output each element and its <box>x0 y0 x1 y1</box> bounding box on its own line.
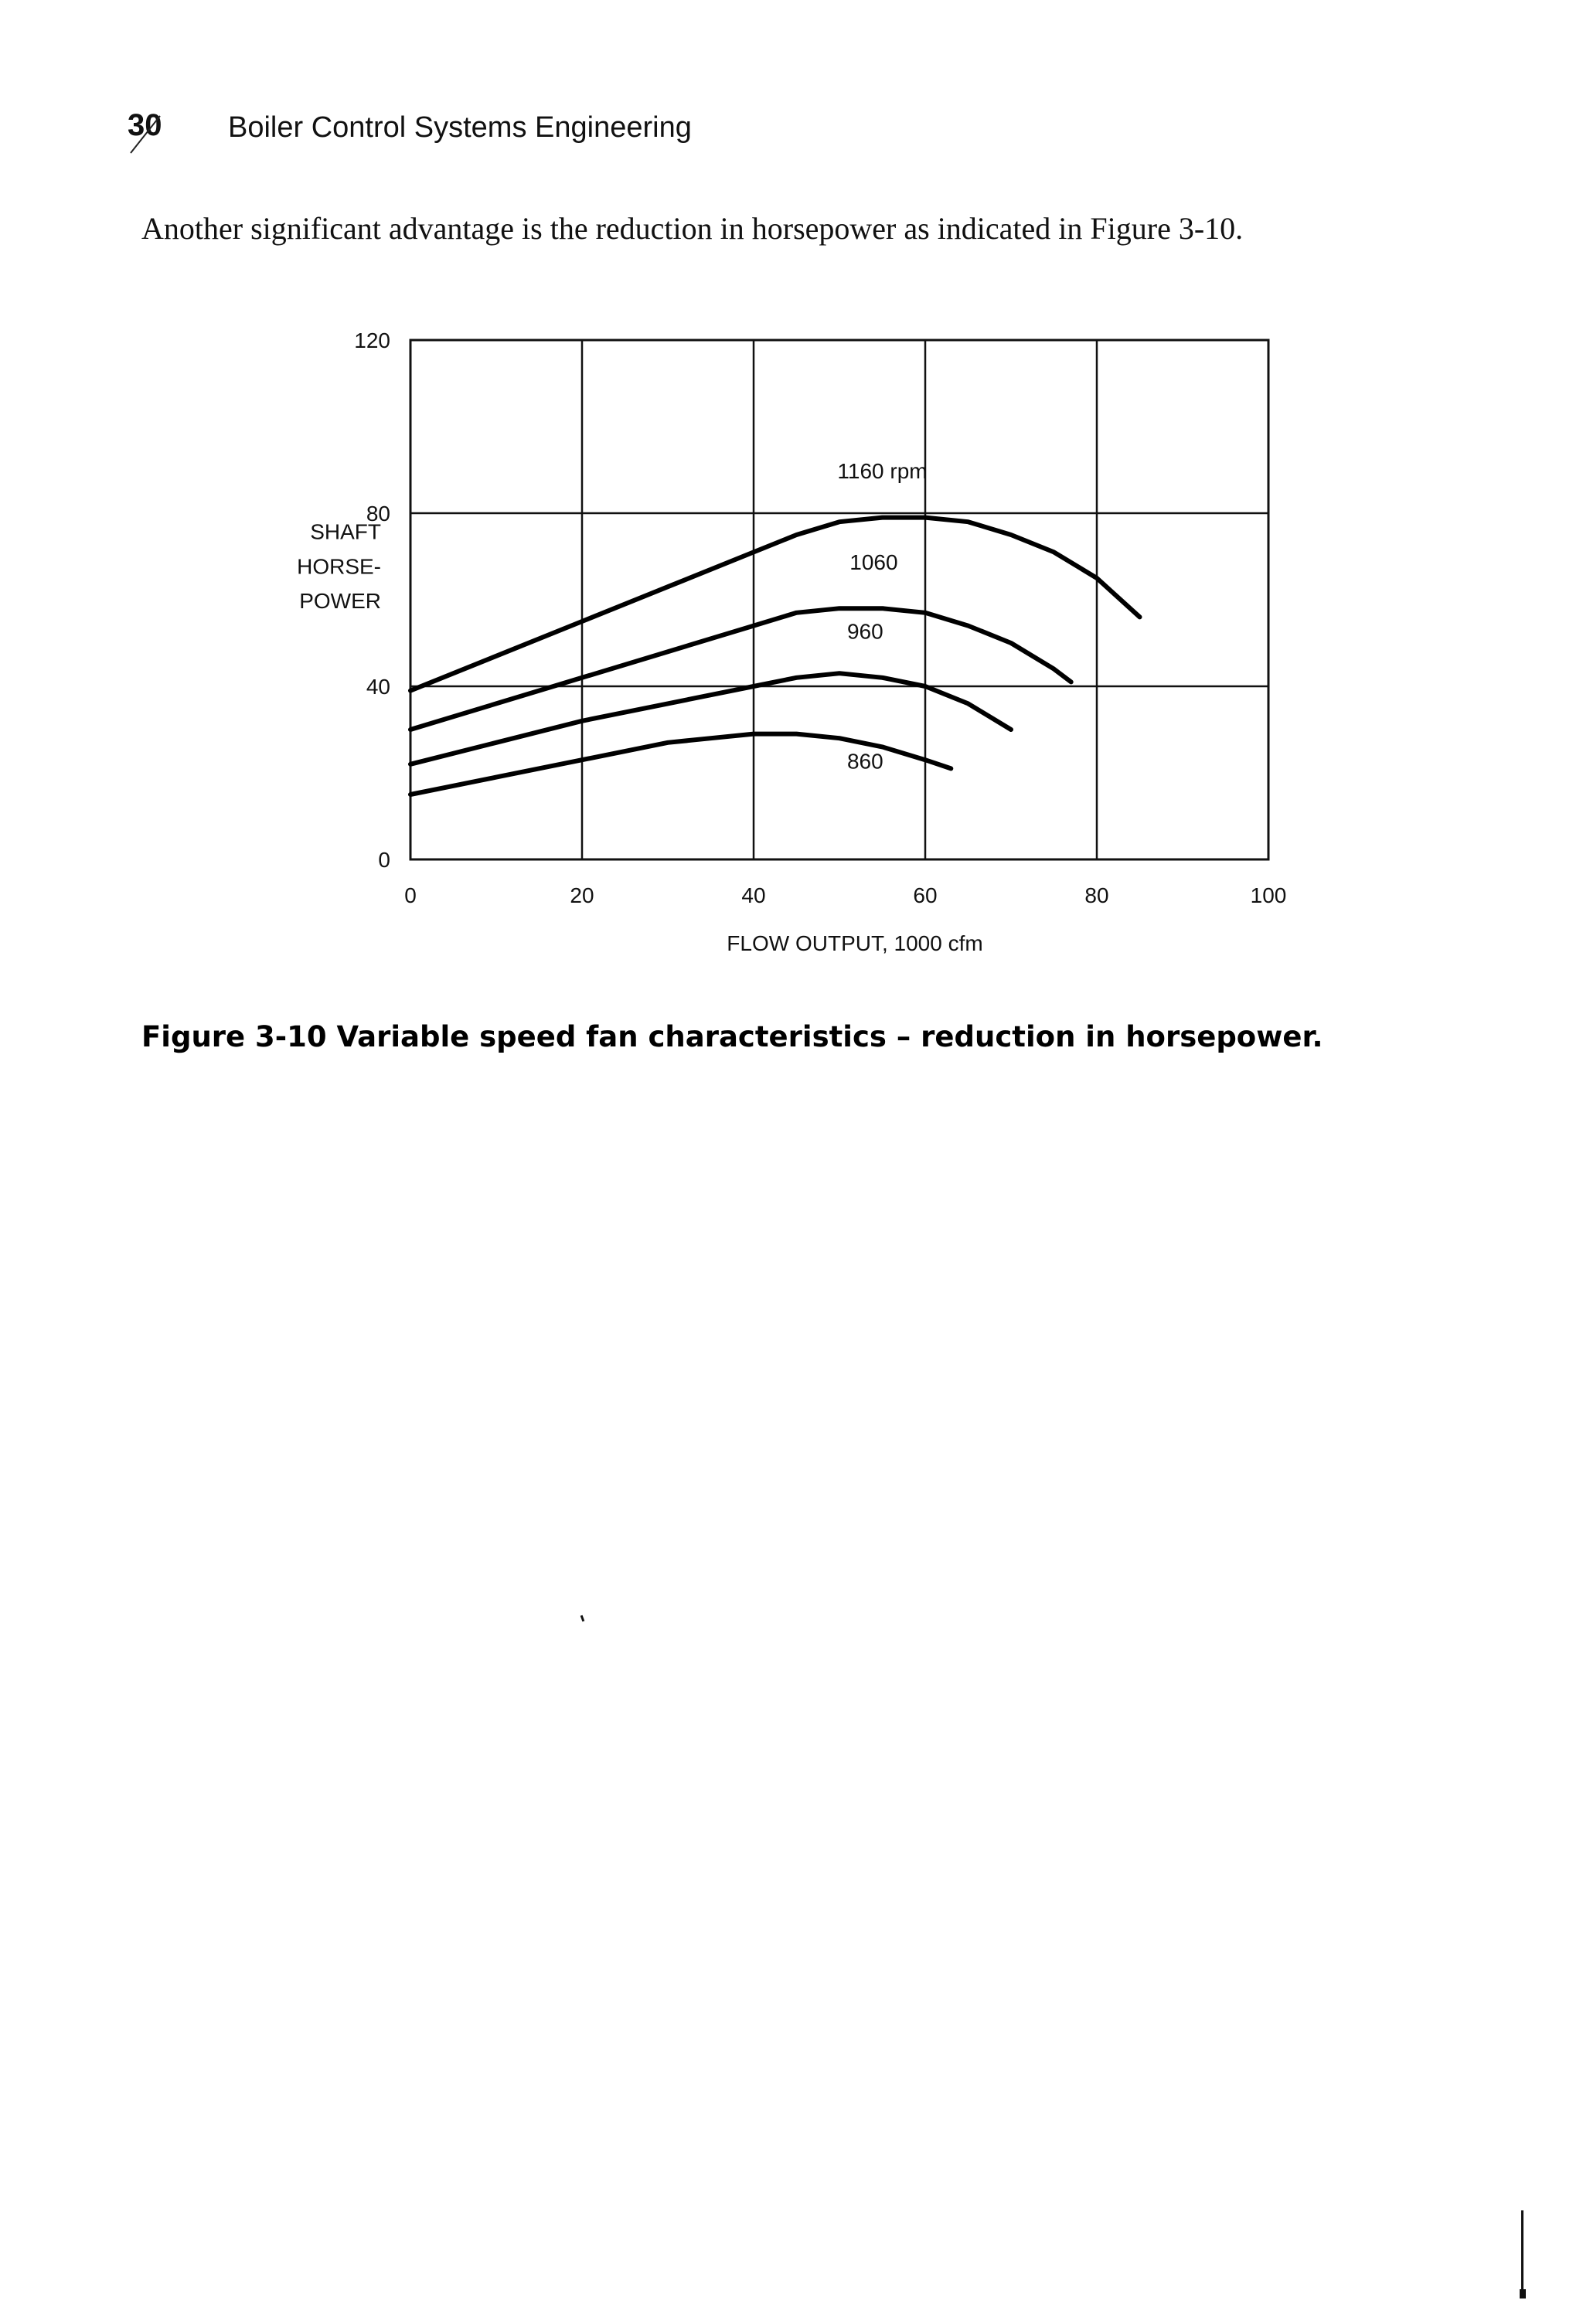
figure-caption <box>141 1020 1323 1053</box>
y-axis-label-line-2: HORSE- <box>297 554 381 579</box>
y-axis-label-line-1: SHAFT <box>310 519 381 544</box>
series-label-4: 860 <box>846 749 883 774</box>
stray-speck <box>580 1615 585 1622</box>
y-axis-label-line-3: POWER <box>299 589 381 614</box>
series-line-2 <box>410 608 1071 730</box>
plot-frame <box>410 340 1268 859</box>
caption-label: Figure 3-10 <box>141 1020 327 1053</box>
y-tick-label: 120 <box>354 328 390 352</box>
page-number: 30 <box>128 108 162 142</box>
x-tick-label: 0 <box>404 883 417 907</box>
x-tick-label: 60 <box>913 883 938 907</box>
series-labels <box>837 459 927 773</box>
y-tick-label: 0 <box>378 848 390 872</box>
body-paragraph: Another significant advantage is the reduction in horsepower as indicated in Figure 3-10. <box>141 211 1244 246</box>
stray-mark-base <box>1520 2289 1526 2298</box>
x-tick-label: 80 <box>1084 883 1109 907</box>
tick-labels <box>354 328 1286 907</box>
y-tick-label: 80 <box>366 502 390 526</box>
series-curves <box>410 518 1140 795</box>
y-tick-label: 40 <box>366 675 390 699</box>
x-tick-label: 100 <box>1250 883 1287 907</box>
caption-text: Variable speed fan characteristics – reduction in horsepower. <box>336 1020 1323 1053</box>
stray-mark-top <box>1521 2210 1523 2292</box>
series-label-2: 1060 <box>849 550 898 574</box>
series-label-3: 960 <box>846 619 883 644</box>
running-title: Boiler Control Systems Engineering <box>228 111 692 144</box>
x-tick-label: 40 <box>741 883 766 907</box>
series-label-1: 1160 rpm <box>837 459 928 484</box>
series-line-1 <box>410 518 1140 691</box>
fan-horsepower-chart <box>0 0 1583 1005</box>
grid-lines <box>410 340 1268 859</box>
x-axis-label: FLOW OUTPUT, 1000 cfm <box>727 931 983 955</box>
x-tick-label: 20 <box>570 883 594 907</box>
